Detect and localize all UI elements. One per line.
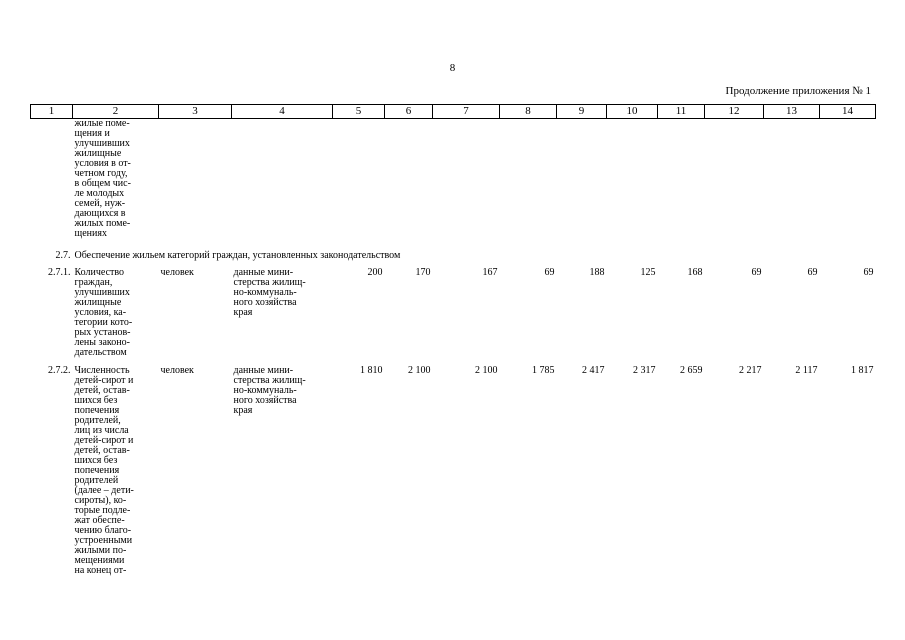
column-header: 7 (433, 105, 500, 119)
section-title: Обеспечение жильем категорий граждан, установленных законодательством (74, 250, 401, 261)
column-header: 13 (764, 105, 820, 119)
value-cell: 200 (367, 267, 383, 278)
column-header: 4 (232, 105, 333, 119)
table-row (31, 362, 876, 576)
section-code: 2.7. (55, 250, 71, 261)
column-header: 1 (31, 105, 73, 119)
value-cell: 69 (751, 267, 762, 278)
column-header: 3 (159, 105, 232, 119)
table-row (31, 265, 876, 362)
value-cell: 170 (415, 267, 431, 278)
indicator-name: жилые поме- щения и улучшивших жилищные условия в от- четном году, в общем чис- ле молодых семей, нуж- дающихся в жилых поме- щениях (74, 118, 131, 239)
value-cell: 1 810 (360, 365, 383, 376)
indicator-name: Численность детей-сирот и детей, остав- шихся без попечения родителей, лиц из числа детей-сирот и детей, остав- шихся без попечения родителей (далее – дети- сироты), ко- торые подле- жат обеспе- чению благо- устроенными жилыми по- мещениями на конец от- (74, 365, 134, 576)
column-header: 6 (385, 105, 433, 119)
value-cell: 69 (807, 267, 818, 278)
value-cell: 2 659 (680, 365, 703, 376)
value-cell: 69 (863, 267, 874, 278)
value-cell: 167 (482, 267, 498, 278)
column-header: 10 (607, 105, 658, 119)
column-header: 11 (658, 105, 705, 119)
page-number: 8 (449, 62, 456, 74)
section-row (31, 245, 876, 265)
value-cell: 125 (640, 267, 656, 278)
value-cell: 2 100 (475, 365, 498, 376)
column-header: 14 (820, 105, 876, 119)
row-code: 2.7.1. (48, 267, 71, 278)
header-row (31, 105, 876, 119)
column-header: 9 (557, 105, 607, 119)
unit-cell: человек (160, 365, 194, 376)
column-header: 12 (705, 105, 764, 119)
value-cell: 188 (589, 267, 605, 278)
value-cell: 2 100 (408, 365, 431, 376)
column-header: 8 (500, 105, 557, 119)
indicators-table (30, 104, 876, 576)
column-header: 2 (73, 105, 159, 119)
source-cell: данные мини- стерства жилищ- но-коммуналь- ного хозяйства края (233, 267, 306, 318)
value-cell: 168 (687, 267, 703, 278)
value-cell: 2 217 (739, 365, 762, 376)
unit-cell: человек (160, 267, 194, 278)
column-header: 5 (333, 105, 385, 119)
value-cell: 2 117 (795, 365, 818, 376)
indicator-name: Количество граждан, улучшивших жилищные условия, ка- тегории кото- рых установ- лены законо- дательством (74, 267, 133, 358)
value-cell: 1 817 (851, 365, 874, 376)
value-cell: 69 (544, 267, 555, 278)
continued-row (31, 119, 876, 246)
value-cell: 1 785 (532, 365, 555, 376)
value-cell: 2 417 (582, 365, 605, 376)
row-code: 2.7.2. (48, 365, 71, 376)
value-cell: 2 317 (633, 365, 656, 376)
source-cell: данные мини- стерства жилищ- но-коммуналь- ного хозяйства края (233, 365, 306, 416)
continuation-label: Продолжение приложения № 1 (725, 85, 871, 97)
